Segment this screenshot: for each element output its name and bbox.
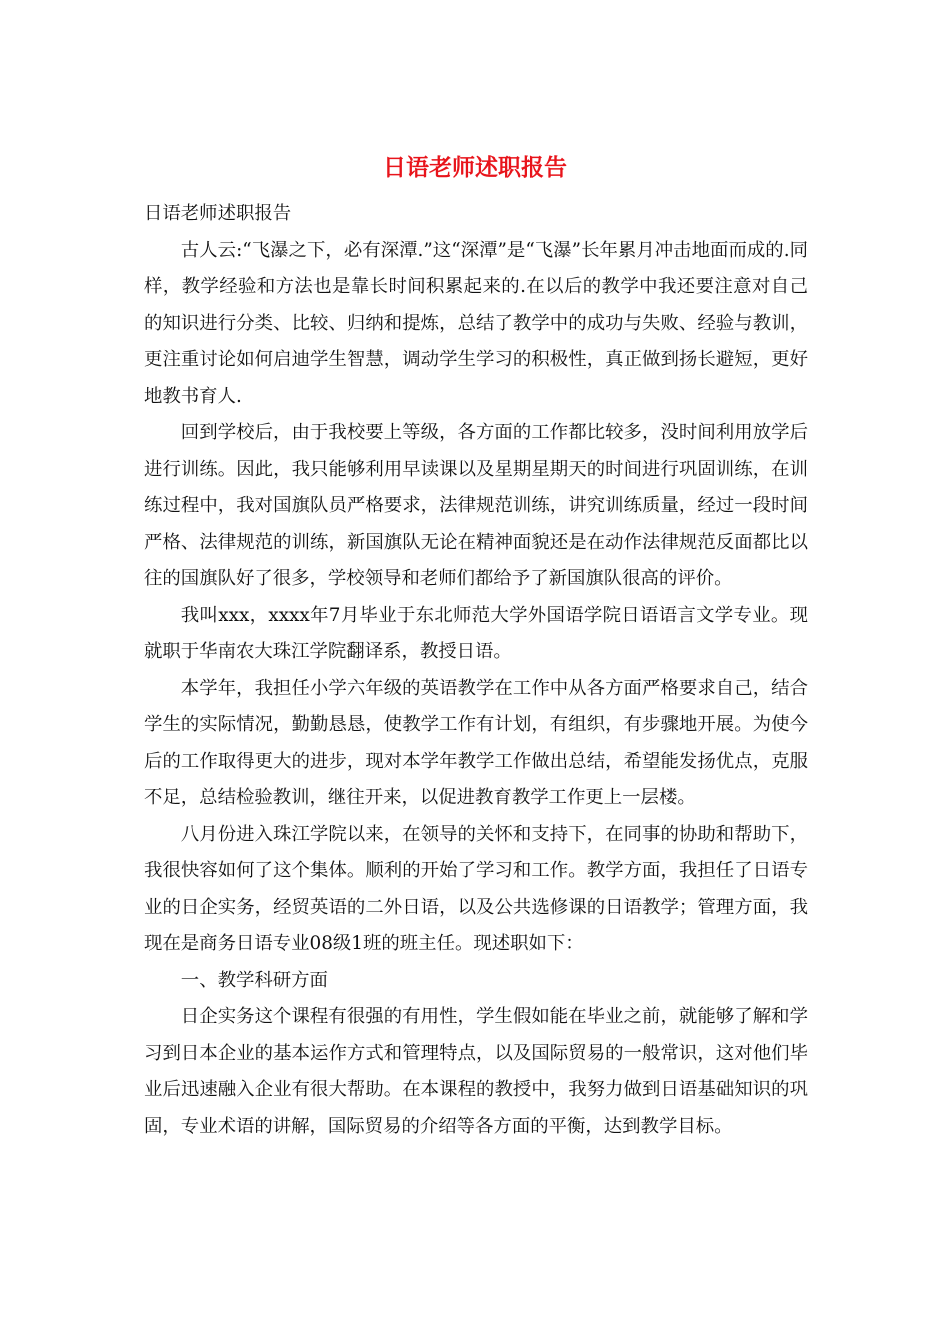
paragraph-flag-team: 回到学校后，由于我校要上等级，各方面的工作都比较多，没时间利用放学后进行训练。因此，我只能够利用早读课以及星期星期天的时间进行巩固训练，在训练过程中，我对国旗队员严格要求，法律规范训练，讲究训练质量，经过一段时间严格、法律规范的训练，新国旗队无论在精神面貌还是在动作法律规范反面都比以往的国旗队好了很多，学校领导和老师们都给予了新国旗队很高的评价。 bbox=[144, 422, 808, 589]
paragraph-school-year: 本学年，我担任小学六年级的英语教学在工作中从各方面严格要求自己，结合学生的实际情况，勤勤恳恳，使教学工作有计划，有组织，有步骤地开展。为使今后的工作取得更大的进步，现对本学年教学工作做出总结，希望能发扬优点，克服不足，总结检验教训，继往开来，以促进教育教学工作更上一层楼。 bbox=[144, 677, 808, 808]
section-heading-teaching-research: 一、教学科研方面 bbox=[180, 969, 328, 991]
subtitle-paragraph: 日语老师述职报告 bbox=[144, 203, 292, 224]
paragraph-introduction: 我叫xxx，xxxx年7月毕业于东北师范大学外国语学院日语语言文学专业。现就职于华南农大珠江学院翻译系，教授日语。 bbox=[144, 604, 808, 662]
paragraph-experience: 古人云:“飞瀑之下，必有深潭.”这“深潭”是“飞瀑”长年累月冲击地面而成的.同样，教学经验和方法也是靠长时间积累起来的.在以后的教学中我还要注意对自己的知识进行分类、比较、归纳和提炼，总结了教学中的成功与失败、经验与教训，更注重讨论如何启迪学生智慧，调动学生学习的积极性，真正做到扬长避短，更好地教书育人. bbox=[144, 239, 808, 407]
paragraph-joining-college: 八月份进入珠江学院以来，在领导的关怀和支持下，在同事的协助和帮助下，我很快容如何了这个集体。顺利的开始了学习和工作。教学方面，我担任了日语专业的日企实务，经贸英语的二外日语，以及公共选修课的日语教学；管理方面，我现在是商务日语专业08级1班的班主任。现述职如下： bbox=[144, 823, 808, 954]
document-body bbox=[144, 196, 808, 1145]
paragraph-course-description: 日企实务这个课程有很强的有用性，学生假如能在毕业之前，就能够了解和学习到日本企业的基本运作方式和管理特点，以及国际贸易的一般常识，这对他们毕业后迅速融入企业有很大帮助。在本课程的教授中，我努力做到日语基础知识的巩固，专业术语的讲解，国际贸易的介绍等各方面的平衡，达到教学目标。 bbox=[144, 1006, 808, 1137]
document-title: 日语老师述职报告 bbox=[383, 154, 567, 181]
